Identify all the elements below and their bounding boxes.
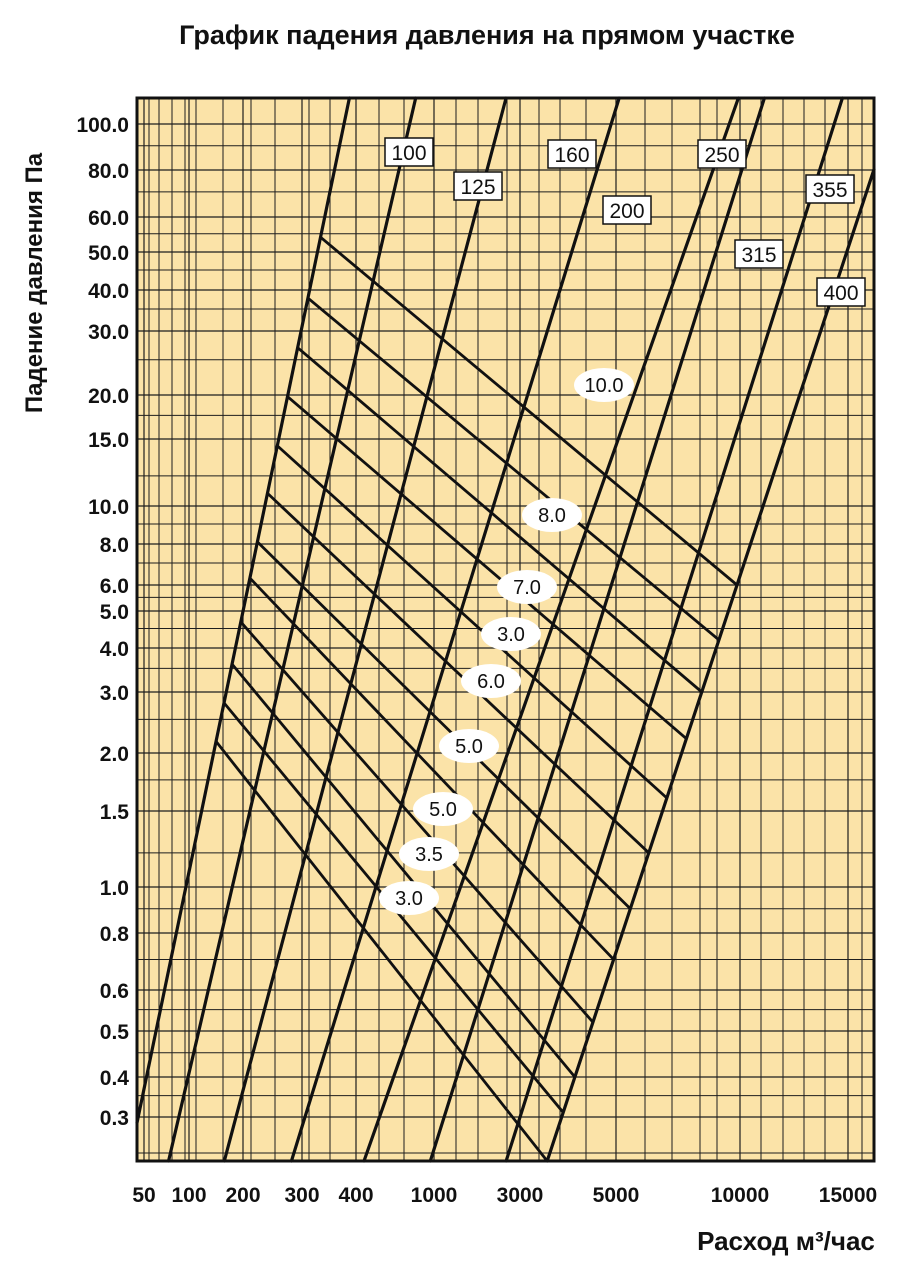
- diameter-label-100: [385, 138, 433, 166]
- svg-text:400: 400: [823, 282, 859, 305]
- velocity-label: [379, 881, 439, 915]
- y-tick-label: 0.3: [99, 1107, 129, 1130]
- svg-text:5.0: 5.0: [455, 736, 483, 758]
- svg-text:3.0: 3.0: [497, 624, 525, 646]
- y-tick-label: 15.0: [88, 429, 129, 452]
- x-tick-label: 200: [225, 1184, 261, 1207]
- velocity-label: [574, 368, 634, 402]
- diameter-label-250: [698, 140, 746, 168]
- x-tick-label: 5000: [592, 1184, 640, 1207]
- y-tick-label: 80.0: [88, 160, 129, 183]
- y-tick-label: 10.0: [88, 496, 129, 519]
- velocity-label: [413, 792, 473, 826]
- x-tick-label: 50: [132, 1184, 156, 1207]
- y-tick-label: 0.4: [99, 1067, 129, 1090]
- y-tick-label: 30.0: [88, 321, 129, 344]
- diameter-label-355: [806, 175, 854, 203]
- diameter-label-200: [603, 196, 651, 224]
- y-tick-label: 3.0: [99, 682, 129, 705]
- diameter-label-400: [817, 278, 865, 306]
- y-tick-label: 0.8: [99, 923, 129, 946]
- x-tick-label: 10000: [710, 1184, 770, 1207]
- velocity-label: [461, 664, 521, 698]
- x-tick-label: 300: [284, 1184, 320, 1207]
- x-ticks: [132, 1184, 877, 1207]
- x-axis-label: Расход м³/час: [697, 1226, 875, 1256]
- x-tick-label: 1000: [410, 1184, 458, 1207]
- velocity-label: [399, 837, 459, 871]
- velocity-label: [481, 617, 541, 651]
- svg-text:6.0: 6.0: [477, 671, 505, 693]
- svg-text:200: 200: [609, 200, 645, 223]
- x-tick-label: 400: [338, 1184, 374, 1207]
- svg-text:315: 315: [741, 244, 777, 267]
- svg-text:7.0: 7.0: [513, 577, 541, 599]
- svg-text:5.0: 5.0: [429, 799, 457, 821]
- svg-text:250: 250: [704, 144, 740, 167]
- diameter-label-125: [454, 172, 502, 200]
- svg-text:355: 355: [812, 179, 848, 202]
- y-tick-label: 0.6: [99, 980, 129, 1003]
- y-tick-label: 5.0: [99, 601, 129, 624]
- velocity-label: [522, 498, 582, 532]
- svg-text:10.0: 10.0: [584, 375, 624, 397]
- y-tick-label: 50.0: [88, 242, 129, 265]
- y-tick-label: 1.0: [99, 877, 129, 900]
- chart-title: График падения давления на прямом участке: [179, 20, 795, 50]
- y-tick-label: 20.0: [88, 385, 129, 408]
- y-tick-label: 1.5: [99, 801, 129, 824]
- y-tick-label: 0.5: [99, 1021, 129, 1044]
- diameter-label-315: [735, 240, 783, 268]
- svg-text:3.0: 3.0: [395, 888, 423, 910]
- svg-text:3.5: 3.5: [415, 844, 443, 866]
- velocity-label: [497, 570, 557, 604]
- y-tick-label: 2.0: [99, 743, 129, 766]
- x-tick-label: 100: [171, 1184, 207, 1207]
- y-tick-label: 40.0: [88, 280, 129, 303]
- x-tick-label: 3000: [496, 1184, 544, 1207]
- y-tick-label: 60.0: [88, 207, 129, 230]
- y-tick-label: 100.0: [76, 114, 129, 137]
- svg-text:160: 160: [554, 144, 590, 167]
- y-axis-label: Падение давления Па: [21, 152, 48, 414]
- y-tick-label: 8.0: [99, 534, 129, 557]
- y-tick-label: 4.0: [99, 638, 129, 661]
- velocity-label: [439, 729, 499, 763]
- y-tick-label: 6.0: [99, 575, 129, 598]
- diameter-label-160: [548, 140, 596, 168]
- svg-text:125: 125: [460, 176, 496, 199]
- x-tick-label: 15000: [818, 1184, 878, 1207]
- svg-text:8.0: 8.0: [538, 505, 566, 527]
- svg-text:100: 100: [391, 142, 427, 165]
- y-ticks: [76, 114, 129, 1130]
